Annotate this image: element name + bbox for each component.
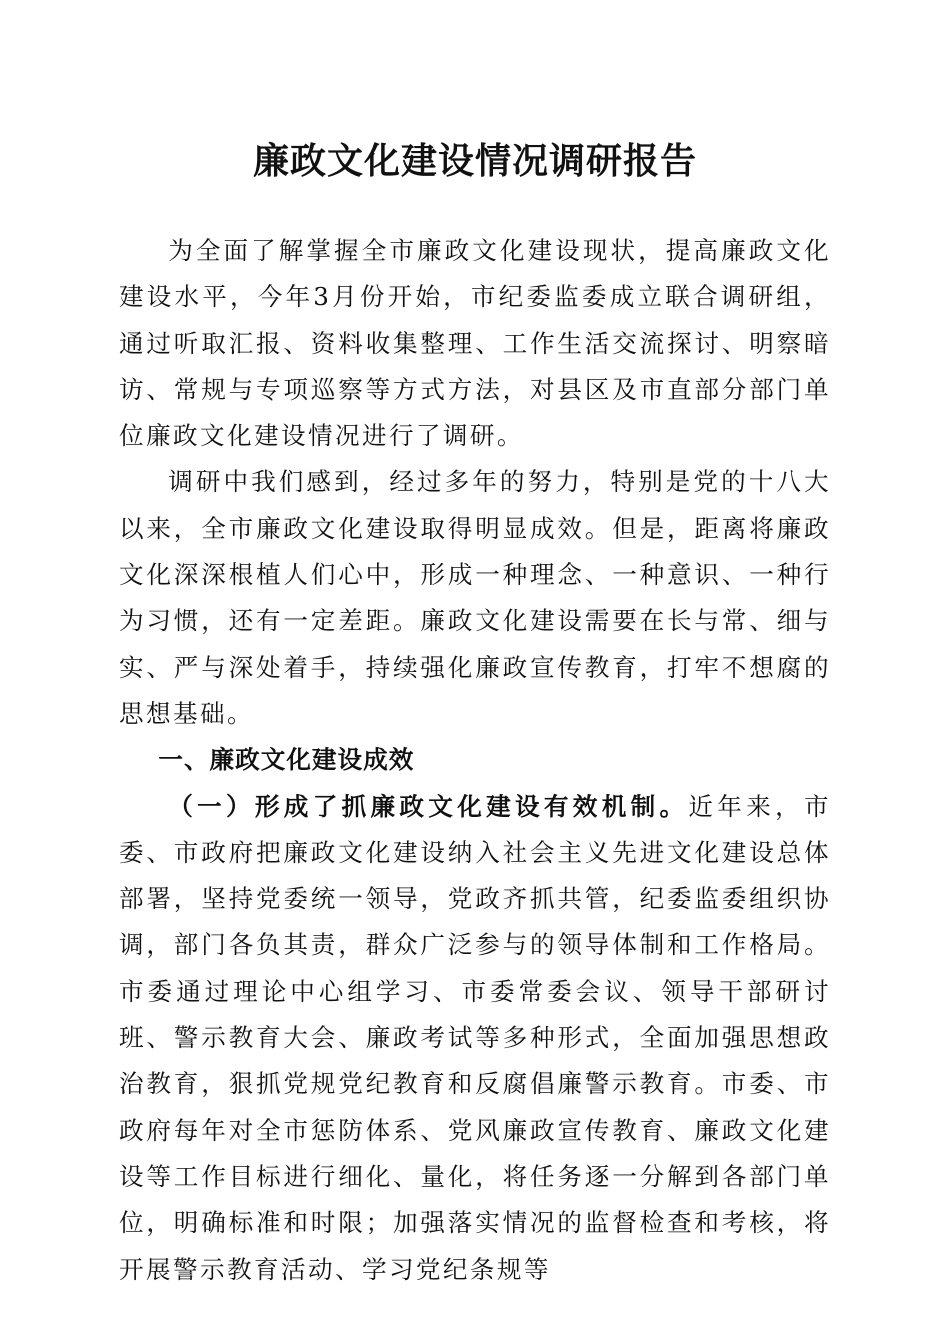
section-heading: 一、廉政文化建设成效 [158,745,415,775]
subsection-paragraph [119,784,831,1293]
document-title: 廉政文化建设情况调研报告 [252,140,697,182]
document-body [119,228,831,1293]
subsection-text: 近年来，市委、市政府把廉政文化建设纳入社会主义先进文化建设总体部署，坚持党委统一领导，党政齐抓共管，纪委监委组织协调，部门各负其责，群众广泛参与的领导体制和工作格局。市委通过理论中心组学习、市委常委会议、领导干部研讨班、警示教育大会、廉政考试等多种形式，全面加强思想政治教育，狠抓党规党纪教育和反腐倡廉警示教育。市委、市政府每年对全市惩防体系、党风廉政宣传教育、廉政文化建设等工作目标进行细化、量化，将任务逐一分解到各部门单位，明确标准和时限；加强落实情况的监督检查和考核，将开展警示教育活动、学习党纪条规等 [119,791,831,1284]
intro-paragraph: 为全面了解掌握全市廉政文化建设现状，提高廉政文化建设水平，今年3月份开始，市纪委监委成立联合调研组，通过听取汇报、资料收集整理、工作生活交流探讨、明察暗访、常规与专项巡察等方式方法，对县区及市直部分部门单位廉政文化建设情况进行了调研。 [119,236,831,451]
summary-paragraph: 调研中我们感到，经过多年的努力，特别是党的十八大以来，全市廉政文化建设取得明显成效。但是，距离将廉政文化深深根植人们心中，形成一种理念、一种意识、一种行为习惯，还有一定差距。廉政文化建设需要在长与常、细与实、严与深处着手，持续强化廉政宣传教育，打牢不想腐的思想基础。 [119,467,831,728]
subsection-lead: （一）形成了抓廉政文化建设有效机制。 [168,791,689,821]
